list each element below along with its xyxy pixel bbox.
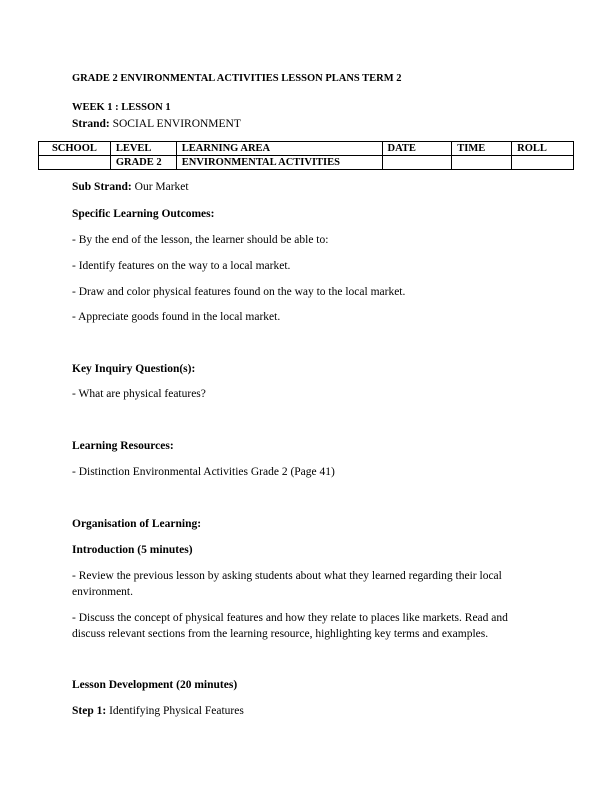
list-item: - What are physical features? xyxy=(72,388,206,400)
table-header-cell: ROLL xyxy=(512,142,574,156)
step-1-line xyxy=(72,704,244,718)
table-cell xyxy=(382,156,452,170)
list-item: - By the end of the lesson, the learner should be able to: xyxy=(72,234,329,246)
document-title: GRADE 2 ENVIRONMENTAL ACTIVITIES LESSON PLANS TERM 2 xyxy=(72,73,402,84)
step-1-value: Identifying Physical Features xyxy=(109,705,244,717)
list-item: - Discuss the concept of physical features and how they relate to places like markets. Read and discuss relevant sections from the learning resource, highlighting key terms and examples. xyxy=(72,612,508,640)
table-header-cell: SCHOOL xyxy=(39,142,111,156)
list-item: - Distinction Environmental Activities Grade 2 (Page 41) xyxy=(72,466,335,478)
strand-label: Strand: xyxy=(72,118,110,130)
table-header-cell: LEVEL xyxy=(110,142,176,156)
table-header-cell: TIME xyxy=(452,142,512,156)
table-cell xyxy=(512,156,574,170)
table-cell: ENVIRONMENTAL ACTIVITIES xyxy=(176,156,382,170)
inquiry-heading: Key Inquiry Question(s): xyxy=(72,363,196,375)
introduction-heading: Introduction (5 minutes) xyxy=(72,544,193,556)
table-header-cell: DATE xyxy=(382,142,452,156)
strand-value: SOCIAL ENVIRONMENT xyxy=(112,118,241,130)
lesson-development-heading: Lesson Development (20 minutes) xyxy=(72,679,238,691)
table-cell xyxy=(39,156,111,170)
resources-heading: Learning Resources: xyxy=(72,440,174,452)
table-row xyxy=(39,156,574,170)
table-header-row xyxy=(39,142,574,156)
table-cell xyxy=(452,156,512,170)
outcomes-heading: Specific Learning Outcomes: xyxy=(72,208,215,220)
step-1-label: Step 1: xyxy=(72,705,107,717)
table-header-cell: LEARNING AREA xyxy=(176,142,382,156)
week-lesson-label: WEEK 1 : LESSON 1 xyxy=(72,102,171,113)
list-item: - Draw and color physical features found on the way to the local market. xyxy=(72,286,406,298)
list-item: - Identify features on the way to a local market. xyxy=(72,260,291,272)
strand-line xyxy=(72,117,241,131)
sub-strand-line xyxy=(72,180,189,194)
list-item: - Appreciate goods found in the local market. xyxy=(72,311,281,323)
sub-strand-value: Our Market xyxy=(134,181,189,193)
organisation-heading: Organisation of Learning: xyxy=(72,518,202,530)
list-item: - Review the previous lesson by asking students about what they learned regarding their local environment. xyxy=(72,570,502,598)
sub-strand-label: Sub Strand: xyxy=(72,181,132,193)
table-cell: GRADE 2 xyxy=(110,156,176,170)
lesson-info-table xyxy=(38,141,574,170)
